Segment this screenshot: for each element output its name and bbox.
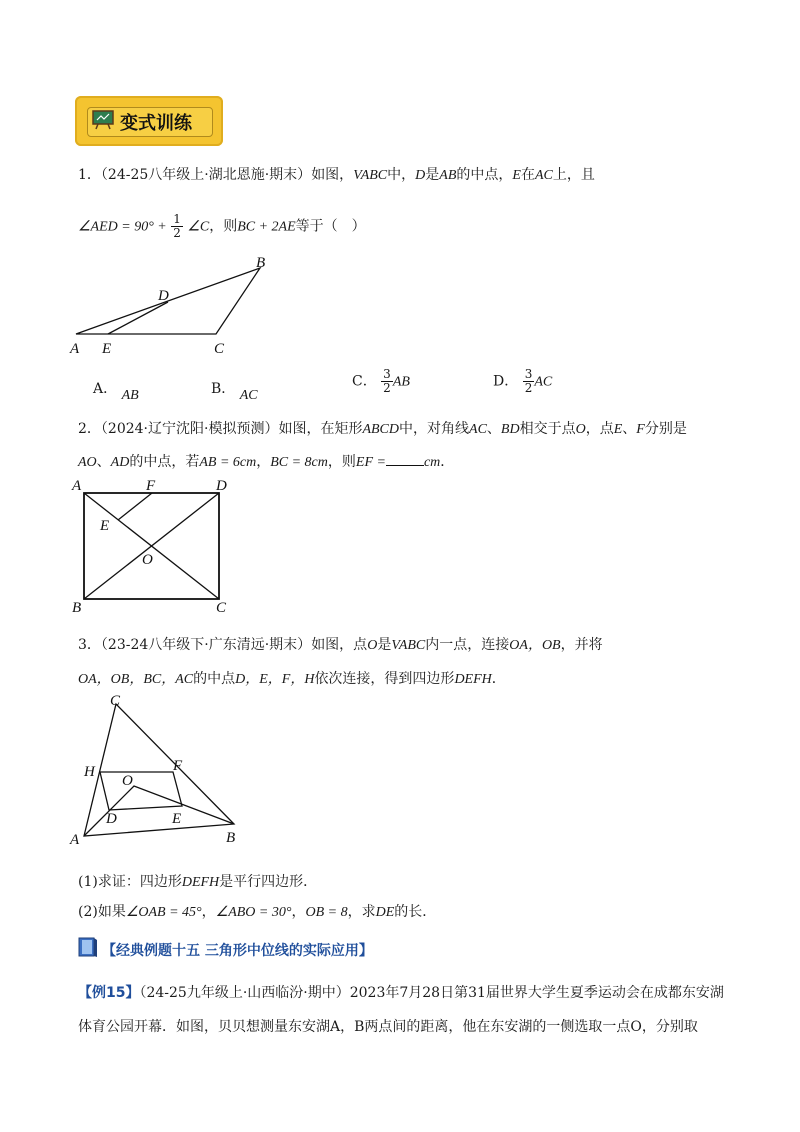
q1-option-b[interactable] bbox=[211, 378, 258, 403]
q2-given: AB = 6cm bbox=[199, 455, 257, 470]
q3-text: ，并将 bbox=[560, 637, 603, 653]
q1-text: 中， bbox=[387, 167, 416, 183]
q1-point: D bbox=[415, 168, 426, 183]
q3-label-a: A bbox=[70, 832, 80, 848]
q2-label-f: F bbox=[146, 478, 156, 494]
q1-label-b: B bbox=[256, 255, 266, 271]
q2-label-o: O bbox=[142, 552, 153, 568]
q2-segment: AC bbox=[469, 422, 487, 437]
q3-text: (2)如果 bbox=[78, 904, 126, 920]
ex15-line1 bbox=[78, 982, 724, 1002]
q3-condition: ∠OAB = 45° bbox=[125, 905, 202, 920]
q3-condition: ∠ABO = 30° bbox=[215, 905, 292, 920]
q1-option-c[interactable] bbox=[352, 368, 410, 395]
frac-num: 3 bbox=[383, 367, 391, 381]
q3-label-o: O bbox=[122, 773, 133, 789]
q3-segments: OA，OB bbox=[509, 638, 561, 653]
q2-unit: cm bbox=[423, 455, 441, 470]
q2-text: 、 bbox=[486, 421, 501, 437]
q2-source: （2024·辽宁沈阳·模拟预测） bbox=[100, 421, 279, 437]
q1-segment-de bbox=[108, 302, 168, 334]
q2-point: O bbox=[575, 422, 586, 437]
q3-label-c: C bbox=[110, 693, 121, 709]
option-value: AB bbox=[392, 374, 410, 390]
q2-segment-ef bbox=[118, 493, 152, 520]
q3-text: ，求 bbox=[347, 904, 376, 920]
q3-text: ， bbox=[291, 904, 306, 920]
q2-text: ． bbox=[440, 454, 455, 470]
q1-text: 是 bbox=[425, 167, 440, 183]
option-label: D． bbox=[493, 373, 519, 390]
q3-line2 bbox=[78, 668, 506, 688]
q1-text: 上，且 bbox=[552, 167, 595, 183]
option-fraction bbox=[381, 368, 393, 395]
q2-text: 分别是 bbox=[644, 421, 687, 437]
q3-text: 是 bbox=[377, 637, 392, 653]
q1-line1 bbox=[78, 164, 595, 184]
q2-text: ，点 bbox=[585, 421, 614, 437]
q1-line2 bbox=[78, 213, 366, 240]
ex15-line2: 体育公园开幕．如图，贝贝想测量东安湖A，B两点间的距离，他在东安湖的一侧选取一点O，分别取 bbox=[78, 1019, 698, 1035]
q2-text: 如图，在矩形 bbox=[278, 421, 363, 437]
q3-label-h: H bbox=[84, 764, 95, 780]
badge-label: 变式训练 bbox=[120, 113, 192, 134]
frac-num: 3 bbox=[524, 367, 533, 381]
q3-quad-shape bbox=[100, 772, 182, 810]
q2-label-a: A bbox=[72, 478, 82, 494]
frac-den: 2 bbox=[383, 381, 391, 395]
q2-line1 bbox=[78, 418, 687, 438]
q2-label-c: C bbox=[216, 600, 227, 616]
q1-label-d: D bbox=[158, 288, 169, 304]
q3-label-f: F bbox=[173, 758, 183, 774]
q3-label-b: B bbox=[226, 830, 236, 846]
q2-given: BC = 8cm bbox=[270, 455, 328, 470]
q3-text: 的中点 bbox=[193, 671, 236, 687]
option-value: AC bbox=[239, 388, 258, 403]
q2-text: ， bbox=[256, 454, 271, 470]
q2-text: 的中点，若 bbox=[129, 454, 200, 470]
q3-source: （23-24八年级下·广东清远·期末） bbox=[100, 637, 312, 653]
q2-rectangle: ABCD bbox=[362, 422, 400, 437]
q3-segments: OA，OB，BC，AC bbox=[78, 672, 194, 687]
q1-text: 如图， bbox=[311, 167, 354, 183]
q3-condition: OB = 8 bbox=[305, 905, 348, 920]
option-label: B． bbox=[211, 381, 236, 397]
q3-text: 如图，点 bbox=[311, 637, 368, 653]
q1-text: ，则 bbox=[209, 218, 238, 235]
q2-text: ，则 bbox=[327, 454, 356, 470]
q1-segment: AC bbox=[534, 168, 553, 183]
q3-sub2 bbox=[78, 901, 436, 921]
q3-points: D，E，F，H bbox=[235, 672, 315, 687]
q2-point: E bbox=[613, 422, 623, 437]
q1-triangle: VABC bbox=[353, 168, 388, 183]
q3-text: (1)求证：四边形 bbox=[78, 874, 182, 890]
ex15-label: 【例15】 bbox=[78, 985, 140, 1001]
book-icon bbox=[76, 935, 100, 963]
q3-quad: DEFH bbox=[181, 875, 220, 890]
q1-label-e: E bbox=[102, 341, 112, 357]
q3-label-d: D bbox=[106, 811, 117, 827]
option-label: C． bbox=[352, 373, 377, 390]
q2-line2 bbox=[78, 451, 454, 471]
q3-number: 3． bbox=[78, 637, 101, 653]
q2-ef: EF = bbox=[355, 455, 386, 470]
q2-text: 、 bbox=[96, 454, 111, 470]
q1-fraction bbox=[171, 213, 183, 240]
q3-sub1 bbox=[78, 871, 317, 891]
q3-text: ， bbox=[201, 904, 216, 920]
q1-segment: AB bbox=[439, 168, 457, 183]
q1-point: E bbox=[512, 168, 521, 183]
option-fraction bbox=[523, 368, 535, 395]
q2-text: 、 bbox=[622, 421, 637, 437]
frac-den: 2 bbox=[173, 226, 181, 240]
q2-segment: BD bbox=[500, 422, 520, 437]
q2-number: 2． bbox=[78, 421, 101, 437]
q3-text: 内一点，连接 bbox=[425, 637, 510, 653]
option-value: AB bbox=[121, 388, 139, 403]
q1-text: 等于（ ） bbox=[295, 218, 366, 235]
q3-text: 的长． bbox=[394, 904, 437, 920]
q2-segment: AD bbox=[110, 455, 130, 470]
option-value: AC bbox=[534, 374, 553, 390]
frac-den: 2 bbox=[524, 381, 533, 395]
q2-text: 中，对角线 bbox=[399, 421, 470, 437]
q1-label-c: C bbox=[214, 341, 225, 357]
q1-condition: ∠AED = 90° + bbox=[78, 219, 167, 235]
q2-figure bbox=[66, 476, 246, 616]
q1-option-a[interactable] bbox=[93, 378, 139, 403]
q3-label-e: E bbox=[172, 811, 182, 827]
frac-num: 1 bbox=[173, 212, 181, 226]
q1-text: 在 bbox=[520, 167, 535, 183]
q3-text: 依次连接，得到四边形 bbox=[314, 671, 455, 687]
q3-quad: DEFH bbox=[454, 672, 492, 687]
q2-point: F bbox=[636, 422, 645, 437]
blackboard-icon bbox=[92, 110, 114, 134]
q3-line1 bbox=[78, 634, 603, 654]
q1-condition: ∠C bbox=[187, 219, 210, 235]
q1-figure bbox=[60, 250, 290, 360]
q2-segment: AO bbox=[78, 455, 97, 470]
q3-triangle: VABC bbox=[391, 638, 426, 653]
q3-segment: DE bbox=[375, 905, 395, 920]
q1-option-d[interactable] bbox=[493, 368, 552, 395]
q3-figure bbox=[66, 690, 246, 850]
answer-blank[interactable] bbox=[386, 453, 424, 466]
q3-point: O bbox=[367, 638, 378, 653]
q2-label-b: B bbox=[72, 600, 82, 616]
q1-text: 的中点， bbox=[456, 167, 513, 183]
q1-number: 1． bbox=[78, 167, 101, 183]
q1-label-a: A bbox=[70, 341, 80, 357]
q2-label-e: E bbox=[100, 518, 110, 534]
q2-label-d: D bbox=[216, 478, 227, 494]
section-title: 【经典例题十五 三角形中位线的实际应用】 bbox=[102, 943, 373, 959]
q2-text: 相交于点 bbox=[519, 421, 576, 437]
ex15-text: （24-25九年级上·山西临汾·期中）2023年7月28日第31届世界大学生夏季运动会在成都东安湖 bbox=[139, 985, 724, 1001]
q1-source: （24-25八年级上·湖北恩施·期末） bbox=[100, 167, 312, 183]
option-label: A． bbox=[93, 381, 118, 397]
q3-text: ． bbox=[491, 671, 506, 687]
q3-text: 是平行四边形． bbox=[219, 874, 318, 890]
q1-expression: BC + 2AE bbox=[237, 219, 296, 235]
